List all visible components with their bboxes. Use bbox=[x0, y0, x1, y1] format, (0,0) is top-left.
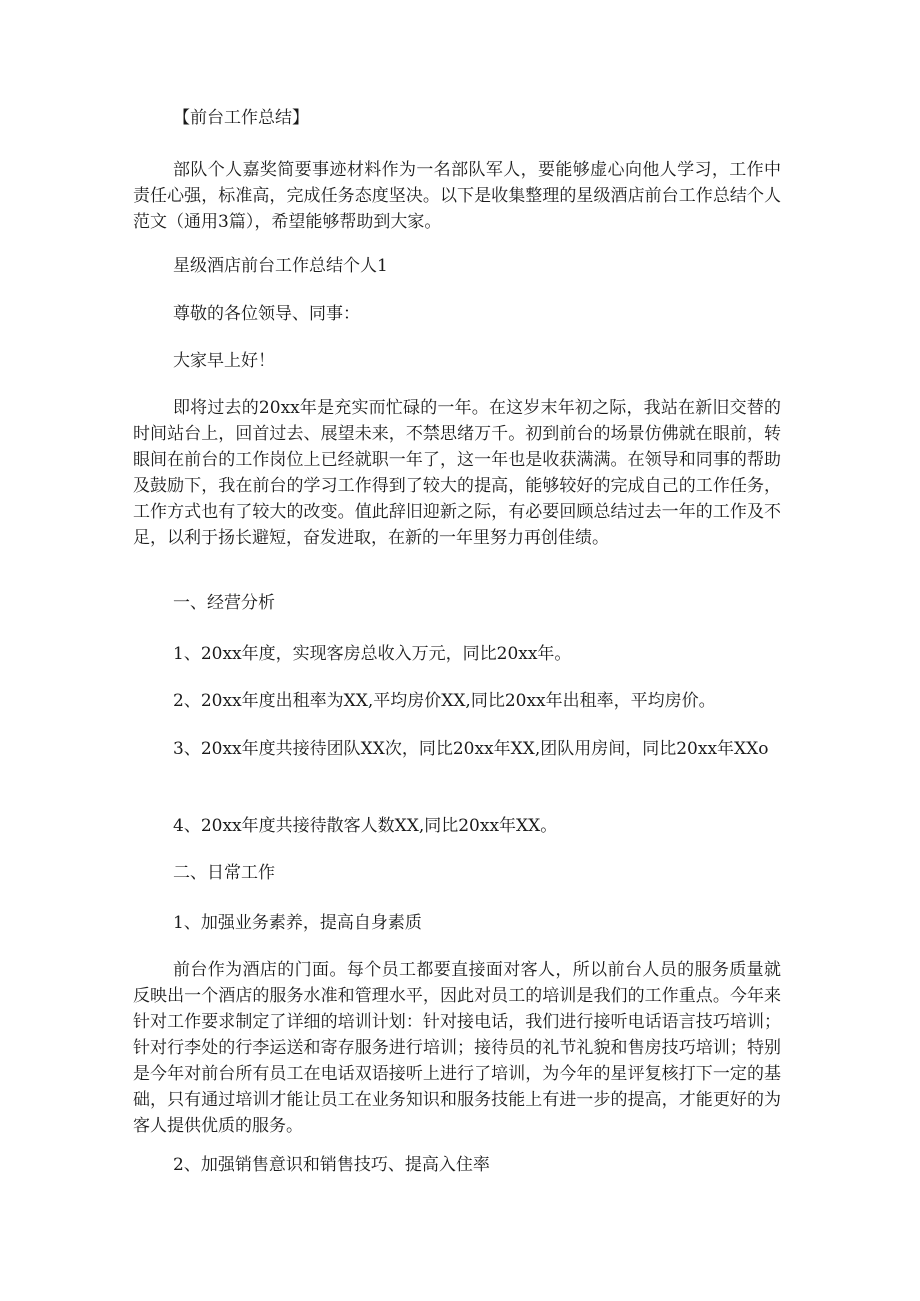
list-item: 1、20xx年度，实现客房总收入万元，同比20xx年。 bbox=[173, 644, 572, 664]
heading-business-analysis: 一、经营分析 bbox=[173, 593, 275, 613]
salutation: 尊敬的各位领导、同事： bbox=[173, 304, 360, 324]
section-title: 星级酒店前台工作总结个人1 bbox=[173, 256, 388, 276]
list-item: 4、20xx年度共接待散客人数XX,同比20xx年XX。 bbox=[173, 816, 558, 836]
heading-daily-work: 二、日常工作 bbox=[173, 863, 275, 883]
greeting: 大家早上好！ bbox=[173, 351, 275, 371]
list-item: 2、20xx年度出租率为XX,平均房价XX,同比20xx年出租率，平均房价。 bbox=[173, 691, 716, 711]
subheading-sales: 2、加强销售意识和销售技巧、提高入住率 bbox=[173, 1155, 490, 1175]
subheading-training: 1、加强业务素养，提高自身素质 bbox=[173, 913, 422, 933]
training-paragraph: 前台作为酒店的门面。每个员工都要直接面对客人，所以前台人员的服务质量就反映出一个酒店的服务水准和管理水平，因此对员工的培训是我们的工作重点。今年来针对工作要求制定了详细的培训计划：针对接电话，我们进行接听电话语言技巧培训；针对行李处的行李运送和寄存服务进行培训；接待员的礼节礼貌和售房技巧培训；特别是今年对前台所有员工在电话双语接听上进行了培训，为今年的星评复核打下一定的基础，只有通过培训才能让员工在业务知识和服务技能上有进一步的提高，才能更好的为客人提供优质的服务。 bbox=[133, 960, 781, 1136]
list-item: 3、20xx年度共接待团队XX次，同比20xx年XX,团队用房间，同比20xx年XXo bbox=[173, 739, 769, 759]
intro-paragraph: 部队个人嘉奖简要事迹材料作为一名部队军人，要能够虚心向他人学习，工作中责任心强，标准高，完成任务态度坚决。以下是收集整理的星级酒店前台工作总结个人范文（通用3篇），希望能够帮助到大家。 bbox=[133, 160, 781, 232]
opening-paragraph: 即将过去的20xx年是充实而忙碌的一年。在这岁末年初之际，我站在新旧交替的时间站台上，回首过去、展望未来，不禁思绪万千。初到前台的场景仿佛就在眼前，转眼间在前台的工作岗位上已经就职一年了，这一年也是收获满满。在领导和同事的帮助及鼓励下，我在前台的学习工作得到了较大的提高，能够较好的完成自己的工作任务，工作方式也有了较大的改变。值此辞旧迎新之际，有必要回顾总结过去一年的工作及不足，以利于扬长避短，奋发进取，在新的一年里努力再创佳绩。 bbox=[133, 398, 781, 548]
document-title: 【前台工作总结】 bbox=[173, 108, 309, 128]
